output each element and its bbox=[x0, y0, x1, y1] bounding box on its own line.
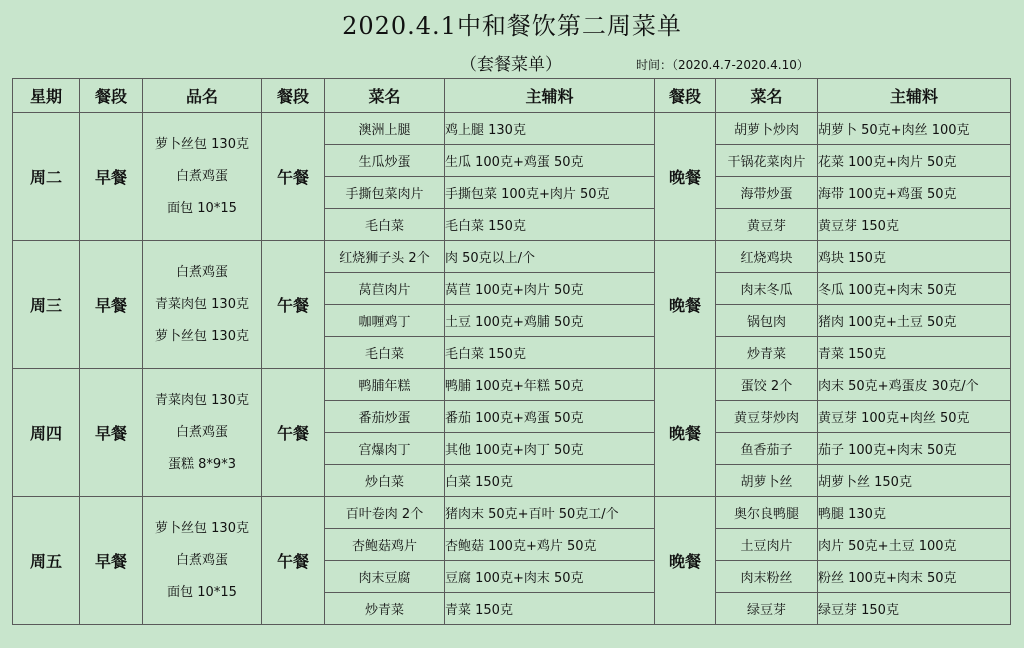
dinner-ingredients: 胡萝卜丝 150克 bbox=[818, 465, 1011, 497]
lunch-ingredients: 莴苣 100克+肉片 50克 bbox=[445, 273, 655, 305]
dinner-dish: 奥尔良鸭腿 bbox=[716, 497, 818, 529]
menu-table bbox=[12, 78, 1011, 625]
dinner-dish: 鱼香茄子 bbox=[716, 433, 818, 465]
lunch-dish: 生瓜炒蛋 bbox=[325, 145, 445, 177]
table-row bbox=[13, 241, 1011, 273]
breakfast-label: 早餐 bbox=[80, 369, 143, 497]
header-dish-name: 菜名 bbox=[716, 79, 818, 113]
lunch-dish: 百叶卷肉 2个 bbox=[325, 497, 445, 529]
lunch-ingredients: 白菜 150克 bbox=[445, 465, 655, 497]
dinner-ingredients: 青菜 150克 bbox=[818, 337, 1011, 369]
breakfast-items bbox=[143, 497, 262, 625]
lunch-dish: 澳洲上腿 bbox=[325, 113, 445, 145]
dinner-dish: 锅包肉 bbox=[716, 305, 818, 337]
dinner-ingredients: 鸭腿 130克 bbox=[818, 497, 1011, 529]
breakfast-label: 早餐 bbox=[80, 497, 143, 625]
dinner-dish: 绿豆芽 bbox=[716, 593, 818, 625]
dinner-ingredients: 花菜 100克+肉片 50克 bbox=[818, 145, 1011, 177]
dinner-label: 晚餐 bbox=[655, 497, 716, 625]
breakfast-item: 萝卜丝包 130克 bbox=[155, 136, 249, 152]
dinner-dish: 干锅花菜肉片 bbox=[716, 145, 818, 177]
lunch-ingredients: 鸭脯 100克+年糕 50克 bbox=[445, 369, 655, 401]
breakfast-item: 青菜肉包 130克 bbox=[155, 392, 249, 408]
dinner-ingredients: 冬瓜 100克+肉末 50克 bbox=[818, 273, 1011, 305]
dinner-dish: 海带炒蛋 bbox=[716, 177, 818, 209]
header-row bbox=[13, 79, 1011, 113]
breakfast-item: 萝卜丝包 130克 bbox=[155, 520, 249, 536]
breakfast-item: 白煮鸡蛋 bbox=[175, 552, 228, 568]
dinner-ingredients: 猪肉 100克+土豆 50克 bbox=[818, 305, 1011, 337]
dinner-dish: 黄豆芽 bbox=[716, 209, 818, 241]
lunch-ingredients: 鸡上腿 130克 bbox=[445, 113, 655, 145]
dinner-label: 晚餐 bbox=[655, 113, 716, 241]
weekday-cell: 周五 bbox=[13, 497, 80, 625]
dinner-label: 晚餐 bbox=[655, 369, 716, 497]
breakfast-item: 蛋糕 8*9*3 bbox=[168, 456, 236, 472]
lunch-ingredients: 豆腐 100克+肉末 50克 bbox=[445, 561, 655, 593]
dinner-ingredients: 黄豆芽 150克 bbox=[818, 209, 1011, 241]
breakfast-items bbox=[143, 241, 262, 369]
dinner-dish: 红烧鸡块 bbox=[716, 241, 818, 273]
dinner-dish: 土豆肉片 bbox=[716, 529, 818, 561]
lunch-dish: 鸭脯年糕 bbox=[325, 369, 445, 401]
table-row bbox=[13, 497, 1011, 529]
header-weekday: 星期 bbox=[13, 79, 80, 113]
header-dish-name: 菜名 bbox=[325, 79, 445, 113]
lunch-label: 午餐 bbox=[262, 113, 325, 241]
date-range: 时间：（2020.4.7-2020.4.10） bbox=[636, 58, 809, 72]
lunch-ingredients: 毛白菜 150克 bbox=[445, 209, 655, 241]
dinner-ingredients: 粉丝 100克+肉末 50克 bbox=[818, 561, 1011, 593]
dinner-dish: 胡萝卜炒肉 bbox=[716, 113, 818, 145]
dinner-dish: 黄豆芽炒肉 bbox=[716, 401, 818, 433]
breakfast-item: 白煮鸡蛋 bbox=[175, 424, 228, 440]
lunch-ingredients: 土豆 100克+鸡脯 50克 bbox=[445, 305, 655, 337]
breakfast-item: 面包 10*15 bbox=[167, 200, 237, 216]
dinner-ingredients: 鸡块 150克 bbox=[818, 241, 1011, 273]
dinner-dish: 炒青菜 bbox=[716, 337, 818, 369]
lunch-dish: 毛白菜 bbox=[325, 209, 445, 241]
lunch-ingredients: 肉 50克以上/个 bbox=[445, 241, 655, 273]
lunch-ingredients: 青菜 150克 bbox=[445, 593, 655, 625]
header-meal-period: 餐段 bbox=[655, 79, 716, 113]
lunch-dish: 莴苣肉片 bbox=[325, 273, 445, 305]
dinner-label: 晚餐 bbox=[655, 241, 716, 369]
dinner-ingredients: 肉末 50克+鸡蛋皮 30克/个 bbox=[818, 369, 1011, 401]
lunch-ingredients: 其他 100克+肉丁 50克 bbox=[445, 433, 655, 465]
breakfast-item: 萝卜丝包 130克 bbox=[155, 328, 249, 344]
header-ingredients: 主辅料 bbox=[445, 79, 655, 113]
menu-subtitle: （套餐菜单） bbox=[460, 55, 562, 75]
lunch-ingredients: 毛白菜 150克 bbox=[445, 337, 655, 369]
lunch-dish: 炒青菜 bbox=[325, 593, 445, 625]
dinner-dish: 肉末冬瓜 bbox=[716, 273, 818, 305]
dinner-dish: 肉末粉丝 bbox=[716, 561, 818, 593]
dinner-ingredients: 黄豆芽 100克+肉丝 50克 bbox=[818, 401, 1011, 433]
lunch-ingredients: 番茄 100克+鸡蛋 50克 bbox=[445, 401, 655, 433]
lunch-dish: 红烧狮子头 2个 bbox=[325, 241, 445, 273]
dinner-ingredients: 茄子 100克+肉末 50克 bbox=[818, 433, 1011, 465]
header-meal-period: 餐段 bbox=[80, 79, 143, 113]
breakfast-item: 面包 10*15 bbox=[167, 584, 237, 600]
lunch-dish: 宫爆肉丁 bbox=[325, 433, 445, 465]
weekday-cell: 周二 bbox=[13, 113, 80, 241]
weekday-cell: 周三 bbox=[13, 241, 80, 369]
dinner-dish: 蛋饺 2个 bbox=[716, 369, 818, 401]
menu-title: 2020.4.1中和餐饮第二周菜单 bbox=[342, 12, 682, 40]
breakfast-items bbox=[143, 369, 262, 497]
breakfast-item: 白煮鸡蛋 bbox=[175, 168, 228, 184]
lunch-dish: 杏鲍菇鸡片 bbox=[325, 529, 445, 561]
dinner-ingredients: 肉片 50克+土豆 100克 bbox=[818, 529, 1011, 561]
breakfast-items bbox=[143, 113, 262, 241]
header-meal-period: 餐段 bbox=[262, 79, 325, 113]
lunch-dish: 肉末豆腐 bbox=[325, 561, 445, 593]
lunch-label: 午餐 bbox=[262, 241, 325, 369]
table-row bbox=[13, 369, 1011, 401]
header-item-name: 品名 bbox=[143, 79, 262, 113]
dinner-dish: 胡萝卜丝 bbox=[716, 465, 818, 497]
dinner-ingredients: 胡萝卜 50克+肉丝 100克 bbox=[818, 113, 1011, 145]
dinner-ingredients: 绿豆芽 150克 bbox=[818, 593, 1011, 625]
dinner-ingredients: 海带 100克+鸡蛋 50克 bbox=[818, 177, 1011, 209]
lunch-dish: 毛白菜 bbox=[325, 337, 445, 369]
lunch-dish: 咖喱鸡丁 bbox=[325, 305, 445, 337]
header-ingredients: 主辅料 bbox=[818, 79, 1011, 113]
lunch-ingredients: 杏鲍菇 100克+鸡片 50克 bbox=[445, 529, 655, 561]
lunch-dish: 炒白菜 bbox=[325, 465, 445, 497]
breakfast-item: 白煮鸡蛋 bbox=[175, 264, 228, 280]
lunch-dish: 番茄炒蛋 bbox=[325, 401, 445, 433]
lunch-label: 午餐 bbox=[262, 497, 325, 625]
lunch-ingredients: 猪肉末 50克+百叶 50克工/个 bbox=[445, 497, 655, 529]
lunch-dish: 手撕包菜肉片 bbox=[325, 177, 445, 209]
breakfast-label: 早餐 bbox=[80, 241, 143, 369]
weekday-cell: 周四 bbox=[13, 369, 80, 497]
menu-body bbox=[13, 113, 1011, 625]
table-row bbox=[13, 113, 1011, 145]
breakfast-item: 青菜肉包 130克 bbox=[155, 296, 249, 312]
breakfast-label: 早餐 bbox=[80, 113, 143, 241]
lunch-label: 午餐 bbox=[262, 369, 325, 497]
lunch-ingredients: 生瓜 100克+鸡蛋 50克 bbox=[445, 145, 655, 177]
lunch-ingredients: 手撕包菜 100克+肉片 50克 bbox=[445, 177, 655, 209]
